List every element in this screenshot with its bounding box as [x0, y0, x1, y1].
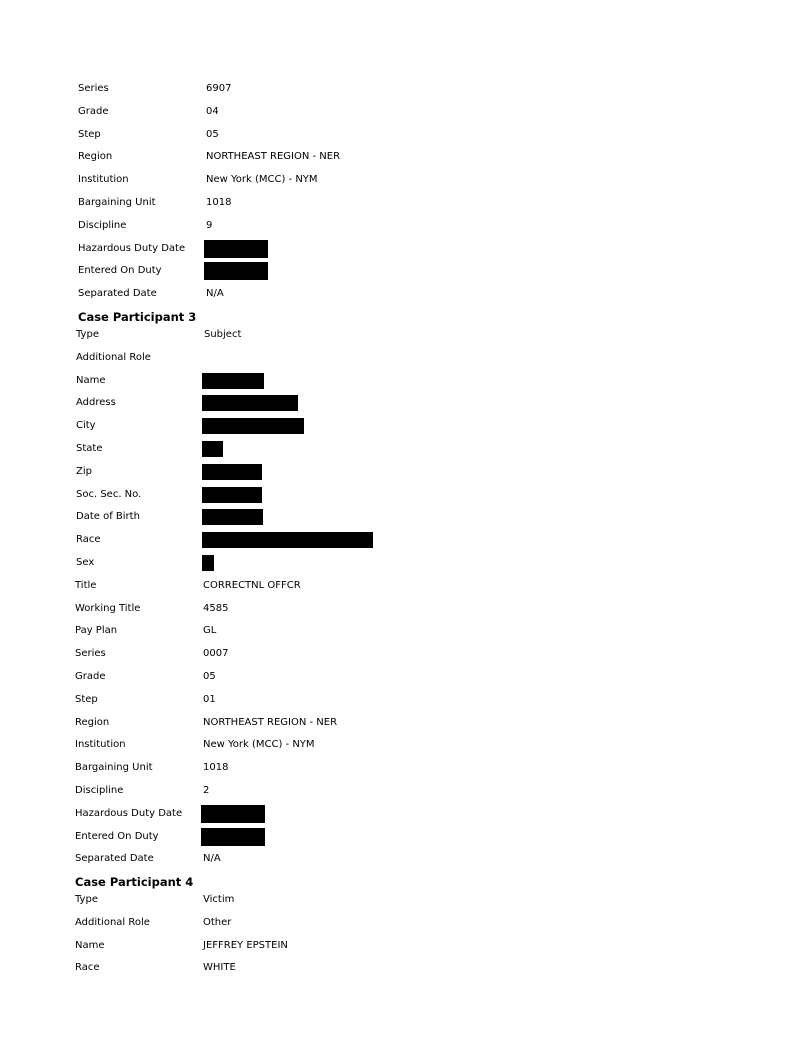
field-label: Sex [76, 557, 95, 568]
field-row-state [76, 440, 576, 458]
field-row-separated-date [75, 850, 575, 868]
redaction-box [202, 373, 264, 389]
field-label: City [76, 420, 96, 431]
field-value: 6907 [206, 83, 232, 94]
field-label: Series [78, 83, 109, 94]
field-row-region [78, 148, 578, 166]
field-row-step [75, 691, 575, 709]
field-label: Race [75, 962, 100, 973]
field-label: Region [75, 717, 110, 728]
field-row-sex [76, 554, 576, 572]
field-row-step [78, 126, 578, 144]
field-value: GL [203, 625, 217, 636]
field-label: Step [75, 694, 98, 705]
field-label: Entered On Duty [78, 265, 162, 276]
field-row-hazardous-duty-date [75, 805, 575, 823]
field-label: Grade [75, 671, 106, 682]
field-value: 2 [203, 785, 210, 796]
field-label: Discipline [78, 220, 127, 231]
redaction-box [204, 240, 268, 258]
field-label: Working Title [75, 603, 141, 614]
field-value: New York (MCC) - NYM [206, 174, 318, 185]
field-label: Date of Birth [76, 511, 140, 522]
field-label: Type [76, 329, 99, 340]
field-value: JEFFREY EPSTEIN [203, 940, 288, 951]
field-value: 4585 [203, 603, 229, 614]
field-row-name [75, 937, 575, 955]
field-label: Soc. Sec. No. [76, 489, 142, 500]
field-row-institution [75, 736, 575, 754]
field-label: Type [75, 894, 98, 905]
field-label: Separated Date [78, 288, 157, 299]
field-row-race [75, 959, 575, 977]
field-label: Entered On Duty [75, 831, 159, 842]
field-label: Separated Date [75, 853, 154, 864]
field-value: Subject [204, 329, 242, 340]
field-row-pay-plan [75, 622, 575, 640]
redaction-box [202, 509, 263, 525]
field-label: Institution [78, 174, 129, 185]
field-label: Name [76, 375, 106, 386]
field-row-bargaining-unit [78, 194, 578, 212]
field-value: 01 [203, 694, 216, 705]
field-label: Race [76, 534, 101, 545]
field-label: Series [75, 648, 106, 659]
redaction-box [202, 464, 262, 480]
field-value: N/A [206, 288, 224, 299]
redaction-box [202, 441, 223, 457]
field-value: Victim [203, 894, 235, 905]
field-row-separated-date [78, 285, 578, 303]
field-value: WHITE [203, 962, 236, 973]
field-value: 9 [206, 220, 213, 231]
field-value: 0007 [203, 648, 229, 659]
field-label: State [76, 443, 103, 454]
field-row-entered-on-duty [78, 262, 578, 280]
field-row-series [75, 645, 575, 663]
field-value: Other [203, 917, 232, 928]
field-row-additional-role [75, 914, 575, 932]
field-row-additional-role [76, 349, 576, 367]
redaction-box [202, 395, 298, 411]
field-label: Region [78, 151, 113, 162]
field-value: 04 [206, 106, 219, 117]
redaction-box [201, 805, 265, 823]
field-row-type [75, 891, 575, 909]
field-label: Hazardous Duty Date [78, 243, 186, 254]
redaction-box [204, 262, 268, 280]
field-row-type [76, 326, 576, 344]
case-participant-4-heading: Case Participant 4 [75, 875, 194, 889]
redaction-box [202, 418, 304, 434]
field-label: Pay Plan [75, 625, 118, 636]
redaction-box [201, 828, 265, 846]
field-label: Discipline [75, 785, 124, 796]
field-row-address [76, 394, 576, 412]
field-row-institution [78, 171, 578, 189]
field-value: N/A [203, 853, 221, 864]
field-value: 05 [203, 671, 216, 682]
field-row-bargaining-unit [75, 759, 575, 777]
field-label: Bargaining Unit [78, 197, 156, 208]
field-row-discipline [75, 782, 575, 800]
field-row-grade [75, 668, 575, 686]
field-value: NORTHEAST REGION - NER [203, 717, 338, 728]
field-row-soc-sec-no [76, 486, 576, 504]
field-row-region [75, 714, 575, 732]
field-label: Hazardous Duty Date [75, 808, 183, 819]
redaction-box [202, 555, 214, 571]
field-label: Title [75, 580, 97, 591]
field-label: Step [78, 129, 101, 140]
field-label: Additional Role [76, 352, 151, 363]
redaction-box [202, 487, 262, 503]
field-value: 1018 [203, 762, 229, 773]
field-value: 1018 [206, 197, 232, 208]
field-label: Grade [78, 106, 109, 117]
field-row-series [78, 80, 578, 98]
field-row-hazardous-duty-date [78, 240, 578, 258]
field-row-date-of-birth [76, 508, 576, 526]
field-row-working-title [75, 600, 575, 618]
field-label: Additional Role [75, 917, 150, 928]
field-label: Address [76, 397, 116, 408]
field-value: CORRECTNL OFFCR [203, 580, 301, 591]
field-row-zip [76, 463, 576, 481]
field-row-grade [78, 103, 578, 121]
field-row-discipline [78, 217, 578, 235]
field-value: NORTHEAST REGION - NER [206, 151, 341, 162]
field-row-name [76, 372, 576, 390]
field-label: Bargaining Unit [75, 762, 153, 773]
redaction-box [202, 532, 373, 548]
case-participant-3-heading: Case Participant 3 [78, 310, 197, 324]
field-row-entered-on-duty [75, 828, 575, 846]
field-row-race [76, 531, 576, 549]
field-label: Institution [75, 739, 126, 750]
field-value: New York (MCC) - NYM [203, 739, 315, 750]
field-label: Name [75, 940, 105, 951]
field-row-title [75, 577, 575, 595]
field-row-city [76, 417, 576, 435]
field-value: 05 [206, 129, 219, 140]
field-label: Zip [76, 466, 92, 477]
